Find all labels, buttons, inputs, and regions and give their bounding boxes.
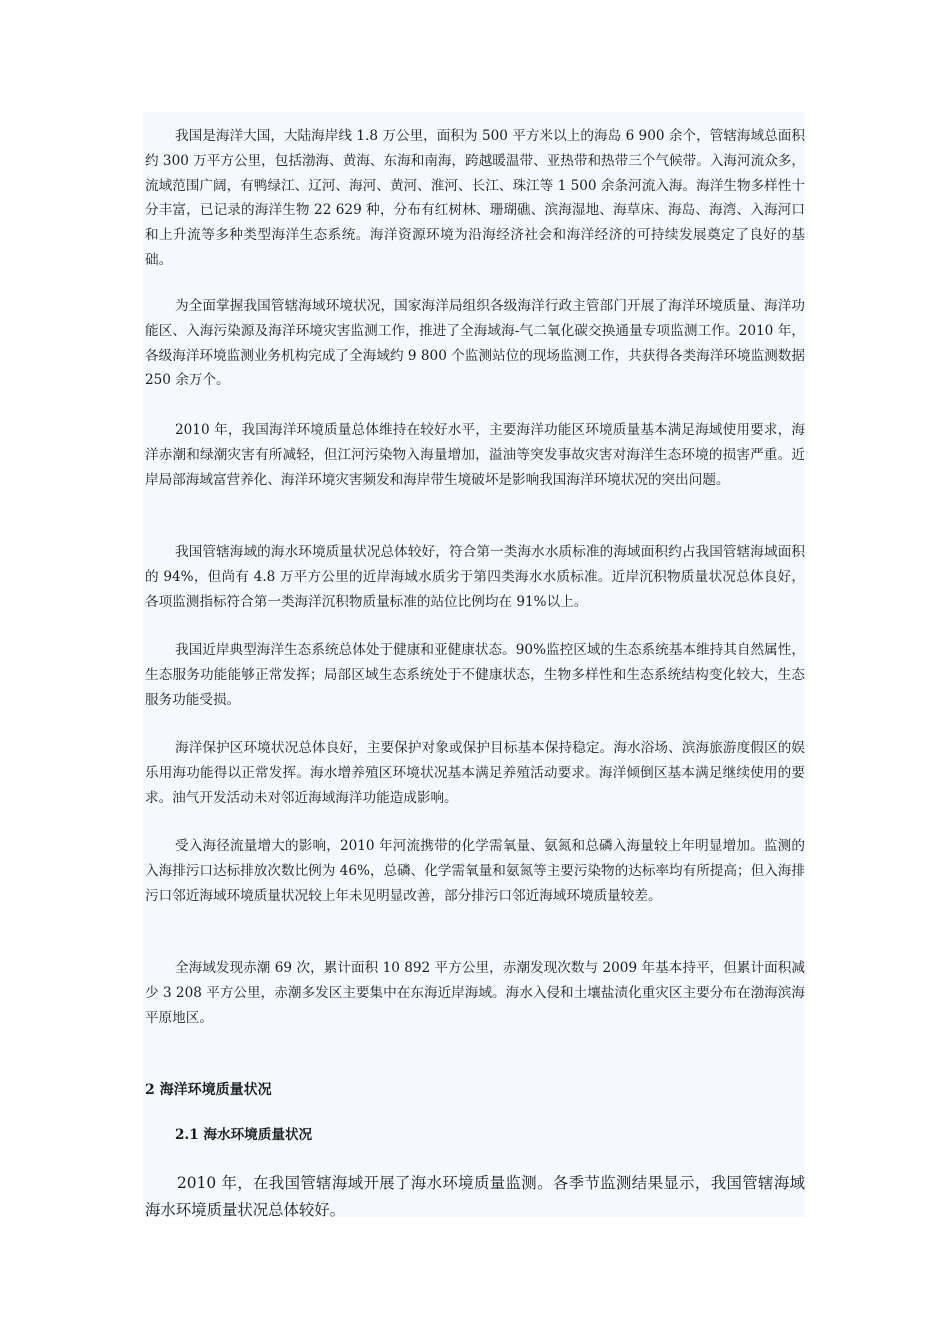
paragraph-seawater-monitoring: 2010 年，在我国管辖海域开展了海水环境质量监测。各季节监测结果显示，我国管辖海域海水环境质量状况总体较好。 <box>145 1174 805 1219</box>
paragraph-seawater-quality: 我国管辖海域的海水环境质量状况总体较好，符合第一类海水水质标准的海域面积约占我国管辖海域面积的 94%，但尚有 4.8 万平方公里的近岸海域水质劣于第四类海水水质标准。近岸沉积物质量状况总体良好，各项监测指标符合第一类海洋沉积物质量标准的站位比例均在 91%以上。 <box>145 544 805 610</box>
paragraph-protected-areas: 海洋保护区环境状况总体良好，主要保护对象或保护目标基本保持稳定。海水浴场、滨海旅游度假区的娱乐用海功能得以正常发挥。海水增养殖区环境状况基本满足养殖活动要求。海洋倾倒区基本满足继续使用的要求。油气开发活动未对邻近海域海洋功能造成影响。 <box>145 740 805 806</box>
section-heading: 2 海洋环境质量状况 <box>145 1082 272 1098</box>
paragraph-pollution-sources: 受入海径流量增大的影响，2010 年河流携带的化学需氧量、氨氮和总磷入海量较上年明显增加。监测的入海排污口达标排放次数比例为 46%，总磷、化学需氧量和氨氮等主要污染物的达标率均有所提高；但入海排污口邻近海域环境质量状况较上年未见明显改善，部分排污口邻近海域环境质量较差。 <box>145 838 805 904</box>
document-page <box>143 112 805 1217</box>
paragraph-overview: 我国是海洋大国，大陆海岸线 1.8 万公里，面积为 500 平方米以上的海岛 6 900 余个，管辖海域总面积约 300 万平方公里，包括渤海、黄海、东海和南海，跨越暖温带、亚热带和热带三个气候带。入海河流众多，流域范围广阔，有鸭绿江、辽河、海河、黄河、淮河、长江、珠江等 1 500 余条河流入海。海洋生物多样性十分丰富，已记录的海洋生物 22 629 种，分布有红树林、珊瑚礁、滨海湿地、海草床、海岛、海湾、入海河口和上升流等多种类型海洋生态系统。海洋资源环境为沿海经济社会和海洋经济的可持续发展奠定了良好的基础。 <box>145 128 805 268</box>
paragraph-overall-quality: 2010 年，我国海洋环境质量总体维持在较好水平，主要海洋功能区环境质量基本满足海域使用要求，海洋赤潮和绿潮灾害有所减轻，但江河污染物入海量增加，溢油等突发事故灾害对海洋生态环境的损害严重。近岸局部海域富营养化、海洋环境灾害频发和海岸带生境破坏是影响我国海洋环境状况的突出问题。 <box>145 422 805 488</box>
paragraph-monitoring-work: 为全面掌握我国管辖海域环境状况，国家海洋局组织各级海洋行政主管部门开展了海洋环境质量、海洋功能区、入海污染源及海洋环境灾害监测工作，推进了全海域海-气二氧化碳交换通量专项监测工作。2010 年，各级海洋环境监测业务机构完成了全海域约 9 800 个监测站位的现场监测工作，共获得各类海洋环境监测数据 250 余万个。 <box>145 298 805 389</box>
subsection-heading: 2.1 海水环境质量状况 <box>175 1127 313 1143</box>
paragraph-ecosystem: 我国近岸典型海洋生态系统总体处于健康和亚健康状态。90%监控区域的生态系统基本维持其自然属性，生态服务功能能够正常发挥；局部区域生态系统处于不健康状态，生物多样性和生态系统结构变化较大，生态服务功能受损。 <box>145 642 805 708</box>
paragraph-red-tide: 全海域发现赤潮 69 次，累计面积 10 892 平方公里，赤潮发现次数与 2009 年基本持平，但累计面积减少 3 208 平方公里，赤潮多发区主要集中在东海近岸海域。海水入侵和土壤盐渍化重灾区主要分布在渤海滨海平原地区。 <box>145 960 805 1026</box>
